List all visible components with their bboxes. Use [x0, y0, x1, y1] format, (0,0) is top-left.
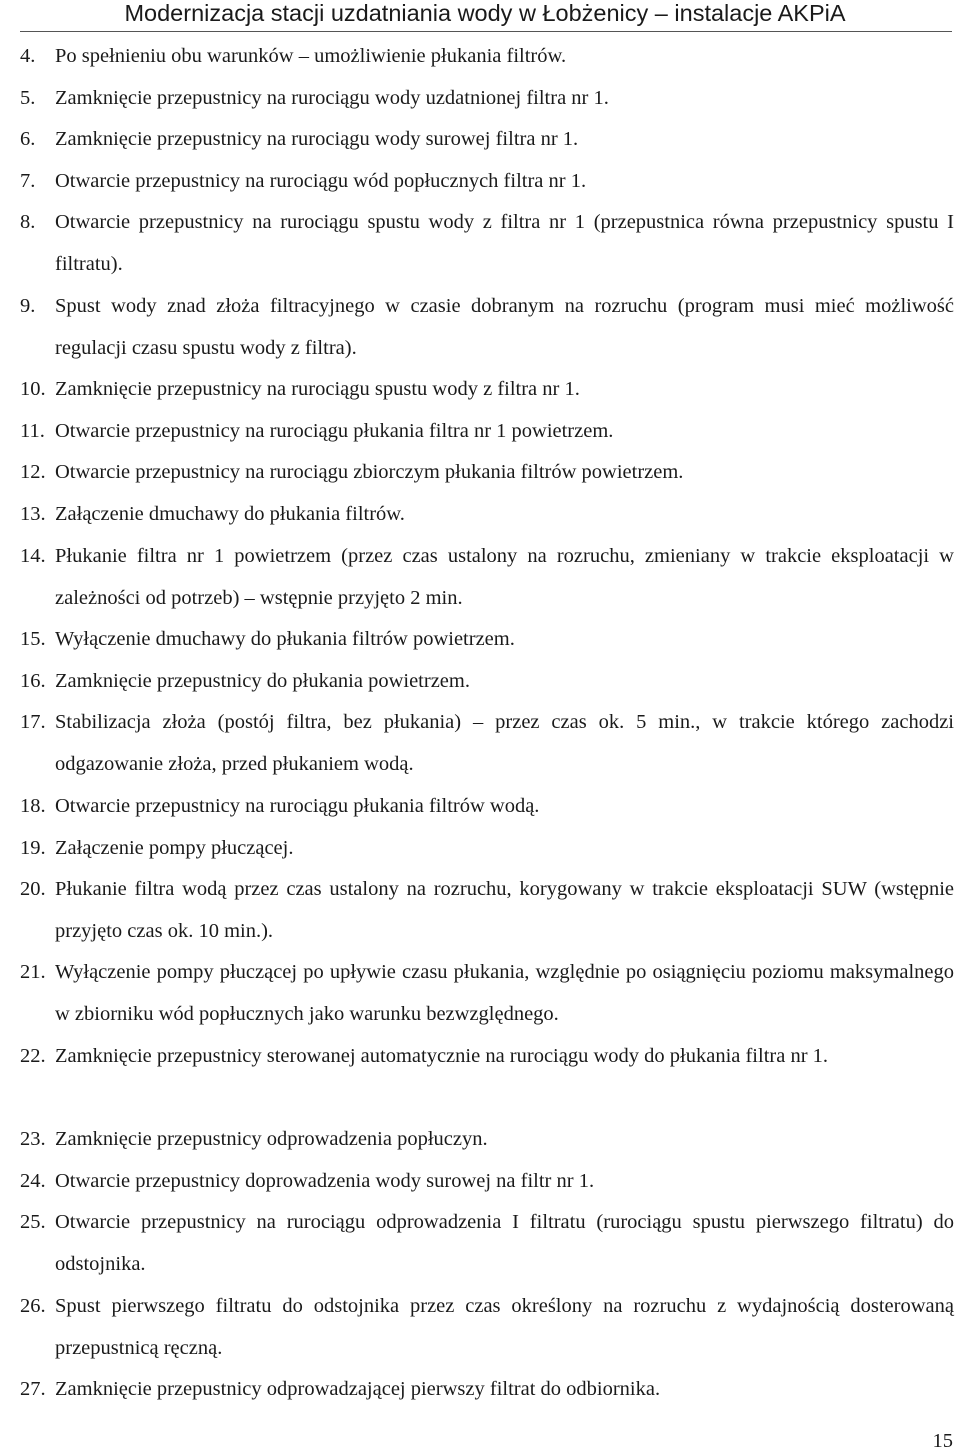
step-text: Otwarcie przepustnicy doprowadzenia wody surowej na filtr nr 1.	[55, 1170, 595, 1192]
step-number: 23.	[20, 1128, 46, 1150]
step-number: 26.	[20, 1295, 46, 1317]
step-text: Otwarcie przepustnicy na rurociągu spustu wody z filtra nr 1 (przepustnica równa przepustnicy spustu I filtratu).	[55, 211, 954, 275]
step-text: Płukanie filtra nr 1 powietrzem (przez czas ustalony na rozruchu, zmieniany w trakcie eksploatacji w zależności od potrzeb) – wstępnie przyjęto 2 min.	[55, 545, 954, 609]
step-number: 17.	[20, 711, 46, 733]
step-number: 25.	[20, 1211, 46, 1233]
step-text: Załączenie pompy płuczącej.	[55, 837, 294, 859]
step-number: 8.	[20, 211, 36, 233]
step-number: 6.	[20, 128, 36, 150]
step-number: 15.	[20, 628, 46, 650]
step-text: Zamknięcie przepustnicy na rurociągu wody surowej filtra nr 1.	[55, 128, 579, 150]
step-text: Otwarcie przepustnicy na rurociągu wód popłucznych filtra nr 1.	[55, 170, 587, 192]
step-text: Zamknięcie przepustnicy sterowanej automatycznie na rurociągu wody do płukania filtra nr 1.	[55, 1045, 829, 1067]
step-number: 13.	[20, 503, 46, 525]
step-number: 16.	[20, 670, 46, 692]
step-text: Otwarcie przepustnicy na rurociągu zbiorczym płukania filtrów powietrzem.	[55, 461, 684, 483]
step-text: Spust pierwszego filtratu do odstojnika przez czas określony na rozruchu z wydajnością dosterowaną przepustnicą ręczną.	[55, 1295, 954, 1359]
step-number: 14.	[20, 545, 46, 567]
running-header: Modernizacja stacji uzdatniania wody w Łobżenicy – instalacje AKPiA	[124, 0, 846, 26]
step-text: Wyłączenie pompy płuczącej po upływie czasu płukania, względnie po osiągnięciu poziomu maksymalnego w zbiorniku wód popłucznych jako warunku bezwzględnego.	[55, 961, 954, 1025]
step-number: 4.	[20, 45, 36, 67]
step-number: 7.	[20, 170, 36, 192]
step-number: 9.	[20, 295, 36, 317]
step-text: Płukanie filtra wodą przez czas ustalony na rozruchu, korygowany w trakcie eksploatacji SUW (wstępnie przyjęto czas ok. 10 min.).	[55, 878, 954, 942]
step-text: Zamknięcie przepustnicy na rurociągu wody uzdatnionej filtra nr 1.	[55, 87, 609, 109]
step-number: 22.	[20, 1045, 46, 1067]
step-number: 11.	[20, 420, 45, 442]
step-number: 19.	[20, 837, 46, 859]
step-text: Otwarcie przepustnicy na rurociągu płukania filtra nr 1 powietrzem.	[55, 420, 614, 442]
step-text: Otwarcie przepustnicy na rurociągu płukania filtrów wodą.	[55, 795, 540, 817]
step-number: 20.	[20, 878, 46, 900]
step-text: Zamknięcie przepustnicy na rurociągu spustu wody z filtra nr 1.	[55, 378, 580, 400]
step-text: Stabilizacja złoża (postój filtra, bez płukania) – przez czas ok. 5 min., w trakcie którego zachodzi odgazowanie złoża, przed płukaniem wodą.	[55, 711, 954, 775]
step-number: 5.	[20, 87, 36, 109]
step-number: 21.	[20, 961, 46, 983]
step-text: Zamknięcie przepustnicy odprowadzenia popłuczyn.	[55, 1128, 488, 1150]
step-text: Spust wody znad złoża filtracyjnego w czasie dobranym na rozruchu (program musi mieć możliwość regulacji czasu spustu wody z filtra).	[55, 295, 954, 359]
step-number: 10.	[20, 378, 46, 400]
step-text: Zamknięcie przepustnicy odprowadzającej pierwszy filtrat do odbiornika.	[55, 1378, 661, 1400]
step-number: 12.	[20, 461, 46, 483]
step-text: Otwarcie przepustnicy na rurociągu odprowadzenia I filtratu (rurociągu spustu pierwszego filtratu) do odstojnika.	[55, 1211, 954, 1275]
header-rule	[20, 31, 952, 32]
step-text: Po spełnieniu obu warunków – umożliwienie płukania filtrów.	[55, 45, 567, 67]
step-number: 18.	[20, 795, 46, 817]
step-text: Załączenie dmuchawy do płukania filtrów.	[55, 503, 405, 525]
step-text: Wyłączenie dmuchawy do płukania filtrów powietrzem.	[55, 628, 515, 650]
step-number: 24.	[20, 1170, 46, 1192]
page-number: 15	[932, 1430, 953, 1452]
step-text: Zamknięcie przepustnicy do płukania powietrzem.	[55, 670, 470, 692]
step-number: 27.	[20, 1378, 46, 1400]
